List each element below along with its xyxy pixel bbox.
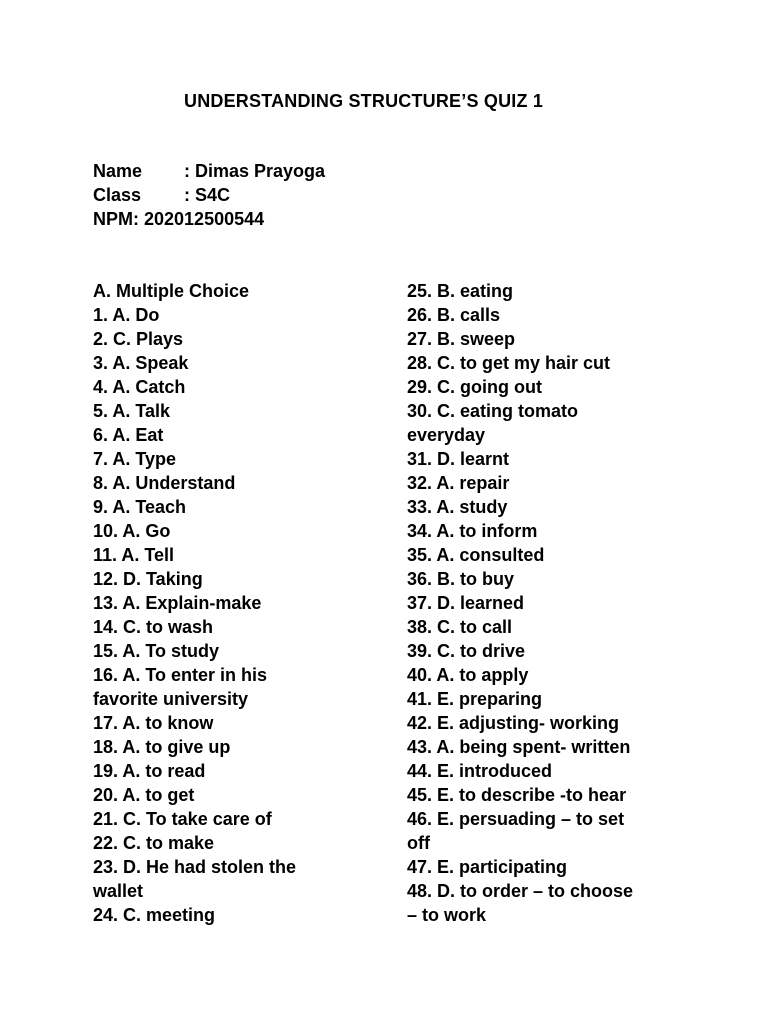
answer-line: 4. A. Catch: [93, 377, 186, 397]
answer-line: 13. A. Explain-make: [93, 593, 262, 613]
answer-line: 29. C. going out: [407, 377, 542, 397]
answer-line: 25. B. eating: [407, 281, 514, 301]
answer-line: 16. A. To enter in his: [93, 665, 268, 685]
answer-line: off: [407, 833, 430, 853]
answer-line: 19. A. to read: [93, 761, 206, 781]
answer-line: 15. A. To study: [93, 641, 220, 661]
answer-line: 1. A. Do: [93, 305, 160, 325]
answer-line: 28. C. to get my hair cut: [407, 353, 611, 373]
answers-right-column: [407, 279, 707, 927]
answer-line: 23. D. He had stolen the: [93, 857, 297, 877]
answer-line: 44. E. introduced: [407, 761, 553, 781]
answer-line: 12. D. Taking: [93, 569, 203, 589]
class-row: [93, 183, 325, 207]
student-info: [93, 159, 325, 231]
answer-line: 45. E. to describe -to hear: [407, 785, 627, 805]
answer-line: 43. A. being spent- written: [407, 737, 631, 757]
answer-line: 30. C. eating tomato: [407, 401, 579, 421]
quiz-title: UNDERSTANDING STRUCTURE’S QUIZ 1: [184, 91, 544, 111]
answer-line: 11. A. Tell: [93, 545, 175, 565]
answer-line: 27. B. sweep: [407, 329, 516, 349]
answer-line: 32. A. repair: [407, 473, 510, 493]
answer-line: 36. B. to buy: [407, 569, 515, 589]
answer-line: A. Multiple Choice: [93, 281, 250, 301]
answer-line: 42. E. adjusting- working: [407, 713, 620, 733]
name-row: [93, 159, 325, 183]
answer-line: 9. A. Teach: [93, 497, 187, 517]
npm-label: NPM:: [93, 209, 139, 229]
answer-line: 34. A. to inform: [407, 521, 538, 541]
answer-line: 18. A. to give up: [93, 737, 231, 757]
answer-line: 22. C. to make: [93, 833, 215, 853]
npm-row: [93, 207, 325, 231]
answer-line: 46. E. persuading – to set: [407, 809, 625, 829]
answer-line: 38. C. to call: [407, 617, 513, 637]
answer-line: 20. A. to get: [93, 785, 195, 805]
answer-line: 39. C. to drive: [407, 641, 526, 661]
answer-line: 35. A. consulted: [407, 545, 545, 565]
answer-line: 5. A. Talk: [93, 401, 171, 421]
class-value: : S4C: [184, 185, 231, 205]
answer-line: 21. C. To take care of: [93, 809, 272, 829]
answer-line: 8. A. Understand: [93, 473, 236, 493]
answers-left-column: [93, 279, 373, 927]
answer-line: 3. A. Speak: [93, 353, 189, 373]
answer-line: 40. A. to apply: [407, 665, 529, 685]
answer-line: wallet: [93, 881, 144, 901]
answer-line: – to work: [407, 905, 487, 925]
answer-line: 14. C. to wash: [93, 617, 214, 637]
answer-line: 47. E. participating: [407, 857, 568, 877]
answer-line: 33. A. study: [407, 497, 508, 517]
answer-line: 24. C. meeting: [93, 905, 216, 925]
answer-line: everyday: [407, 425, 486, 445]
answer-line: 6. A. Eat: [93, 425, 164, 445]
name-label: Name: [93, 161, 143, 181]
answer-line: 7. A. Type: [93, 449, 177, 469]
answer-line: 31. D. learnt: [407, 449, 510, 469]
name-value: : Dimas Prayoga: [184, 161, 326, 181]
answer-line: 48. D. to order – to choose: [407, 881, 634, 901]
class-label: Class: [93, 185, 142, 205]
answer-line: favorite university: [93, 689, 249, 709]
answer-line: 2. C. Plays: [93, 329, 184, 349]
answer-line: 10. A. Go: [93, 521, 171, 541]
answer-line: 37. D. learned: [407, 593, 525, 613]
answer-line: 26. B. calls: [407, 305, 501, 325]
answer-line: 17. A. to know: [93, 713, 214, 733]
answer-line: 41. E. preparing: [407, 689, 543, 709]
npm-value: 202012500544: [139, 209, 265, 229]
